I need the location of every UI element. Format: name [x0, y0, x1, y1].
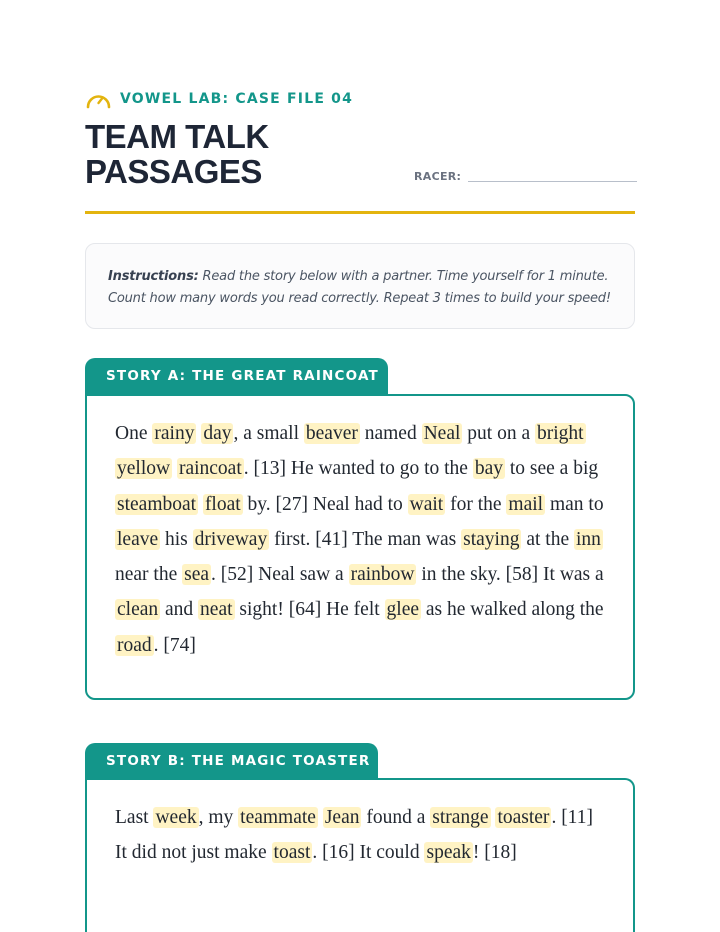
passage-text: his — [160, 528, 193, 550]
passage-text: by. [27] Neal had to — [242, 493, 408, 515]
highlighted-word: sea — [184, 564, 210, 586]
passage-text: named — [359, 423, 422, 444]
highlighted-word: glee — [386, 599, 420, 621]
highlighted-word: driveway — [194, 528, 268, 550]
highlighted-word: road — [117, 634, 152, 656]
highlighted-word: clean — [117, 599, 159, 621]
highlighted-word: neat — [200, 599, 233, 621]
passage-text: sight! [64] He felt — [234, 599, 385, 621]
highlighted-word: week — [155, 807, 197, 828]
highlighted-word: leave — [117, 528, 159, 550]
highlighted-word: Neal — [423, 423, 461, 444]
highlighted-word: toast — [273, 842, 311, 864]
story-b-tab: STORY B: THE MAGIC TOASTER — [85, 743, 378, 779]
passage-text: . [11] It did not just make — [115, 807, 593, 864]
story-a-passage — [85, 394, 635, 700]
highlighted-word: toaster — [497, 807, 550, 828]
highlighted-word: steamboat — [117, 493, 197, 515]
highlighted-word: wait — [409, 493, 444, 515]
passage-text: first. [41] The man was — [269, 528, 462, 550]
highlighted-word: float — [204, 493, 241, 515]
instructions-label: Instructions: — [108, 269, 199, 284]
passage-text: for the — [445, 493, 507, 515]
highlighted-word: yellow — [117, 458, 171, 480]
passage-text: man to — [545, 493, 604, 515]
page-title — [85, 119, 269, 189]
highlighted-word: mail — [508, 493, 544, 515]
header-divider — [85, 211, 635, 214]
passage-text: One — [115, 423, 153, 444]
passage-text: . [74] — [153, 634, 196, 656]
speedometer-icon — [85, 88, 112, 110]
passage-text: . [52] Neal saw a — [211, 564, 349, 586]
highlighted-word: bright — [536, 423, 584, 444]
passage-text: found a — [361, 807, 431, 828]
highlighted-word: beaver — [305, 423, 358, 444]
passage-text: and — [160, 599, 199, 621]
page-title-line-1: TEAM TALK — [85, 118, 269, 155]
passage-text: as he walked along the — [421, 599, 604, 621]
passage-text: near the — [115, 564, 183, 586]
highlighted-word: raincoat — [178, 458, 242, 480]
highlighted-word: speak — [426, 842, 471, 864]
highlighted-word: staying — [463, 528, 520, 550]
highlighted-word: strange — [432, 807, 489, 828]
case-file-label: VOWEL LAB: CASE FILE 04 — [120, 91, 354, 107]
passage-text: in the sky. [58] It was a — [416, 564, 604, 586]
passage-text: put on a — [462, 423, 535, 444]
passage-text: . [16] It could — [312, 842, 425, 864]
highlighted-word: day — [203, 423, 232, 444]
highlighted-word: bay — [474, 458, 503, 480]
case-file-header — [85, 88, 353, 110]
passage-text: Last — [115, 807, 154, 828]
racer-name-line[interactable] — [468, 181, 637, 182]
passage-text: , a small — [233, 423, 304, 444]
story-a-tab: STORY A: THE GREAT RAINCOAT — [85, 358, 388, 394]
racer-label: RACER: — [414, 170, 462, 183]
highlighted-word: rainy — [154, 423, 195, 444]
instructions-box — [85, 243, 635, 329]
instructions-text: Read the story below with a partner. Time yourself for 1 minute. Count how many words you read correctly. Repeat 3 times to build your speed! — [108, 269, 611, 306]
passage-text: , my — [198, 807, 239, 828]
story-b-passage — [85, 778, 635, 932]
passage-text: to see a big — [504, 458, 599, 480]
passage-text: at the — [521, 528, 574, 550]
highlighted-word: teammate — [240, 807, 316, 828]
racer-field — [414, 170, 637, 183]
highlighted-word: inn — [575, 528, 601, 550]
passage-text: . [13] He wanted to go to the — [243, 458, 473, 480]
highlighted-word: rainbow — [350, 564, 415, 586]
passage-text: ! [18] — [472, 842, 517, 864]
page-title-line-2: PASSAGES — [85, 153, 262, 190]
highlighted-word: Jean — [324, 807, 360, 828]
